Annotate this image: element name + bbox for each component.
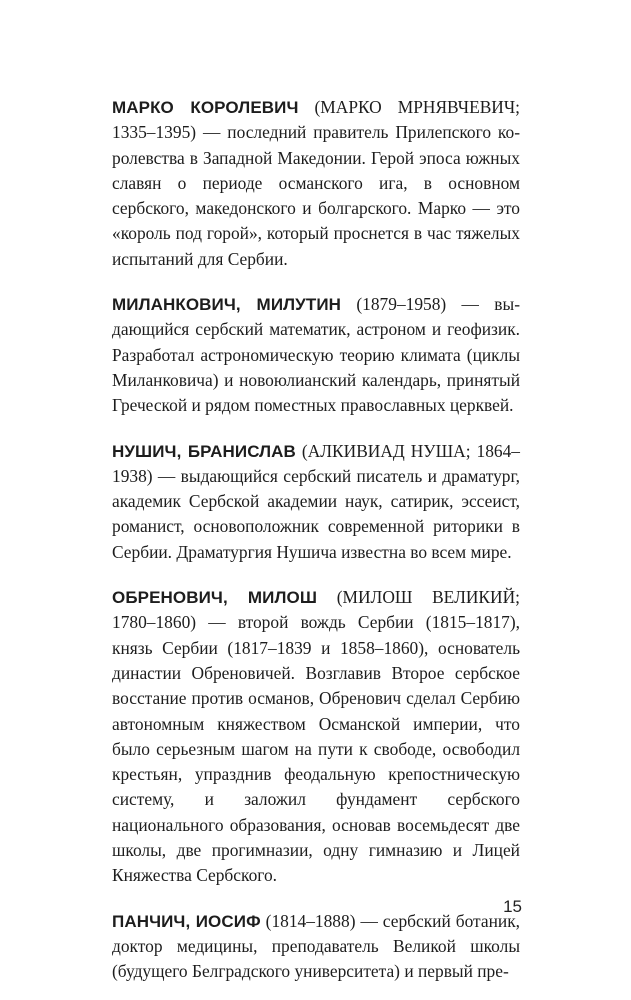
entry-text: (МАРКО МРНЯВЧЕВИЧ; 1335–1395) — последний правитель Прилепского королевства в Западной Македонии. Герой эпоса южных славян о периоде османского ига, в основном сербского, македонского и болгарского. Марко — это «король под горой», который проснется в час тяжелых испытаний для Сербии. <box>112 97 520 269</box>
entry-text: (МИЛОШ ВЕЛИКИЙ; 1780–1860) — второй вождь Сербии (1815–1817), князь Сербии (1817–1839 и 1858–1860), основатель династии Обреновичей. Возглавив Второе сербское восстание против османов, Обренович сделал Сербию автономным княжеством Османской империи, что было серьезным шагом на пути к свободе, освободил крестьян, упразднив феодальную крепостническую систему, и заложил фундамент сербского национального образования, основав восемьдесят две школы, две прогимназии, одну гимназию и Лицей Княжества Сербского. <box>112 587 520 886</box>
entry-name: МИЛАНКОВИЧ, МИЛУТИН <box>112 295 342 315</box>
text-column <box>112 95 520 985</box>
entry-obrenovic <box>112 585 520 889</box>
entry-text: (1879–1958) — выдающийся сербский математик, астроном и геофизик. Разработал астрономическую теорию климата (циклы Миланковича) и новоюлианский календарь, принятый Греческой и рядом поместных православных церквей. <box>112 294 520 416</box>
entry-name: МАРКО КОРОЛЕВИЧ <box>112 98 299 117</box>
page-number: 15 <box>503 897 522 916</box>
entry-marko-kraljevic <box>112 95 520 272</box>
entry-text: (1814–1888) — сербский ботаник, доктор медицины, преподаватель Великой школы (будущего Белградского университета) и первый пре- <box>112 910 520 982</box>
entry-pancic <box>112 909 520 985</box>
entry-name: ОБРЕНОВИЧ, МИЛОШ <box>112 588 318 608</box>
entry-nusic <box>112 439 520 565</box>
entry-milankovic <box>112 292 520 418</box>
entry-text: (АЛКИВИАД НУША; 1864–1938) — выдающийся сербский писатель и драматург, академик Сербской академии наук, сатирик, эссеист, романист, основоположник современной риторики в Сербии. Драматургия Нушича известна во всем мире. <box>112 440 520 562</box>
entry-name: НУШИЧ, БРАНИСЛАВ <box>112 441 296 461</box>
entry-name: ПАНЧИЧ, ИОСИФ <box>112 911 261 931</box>
